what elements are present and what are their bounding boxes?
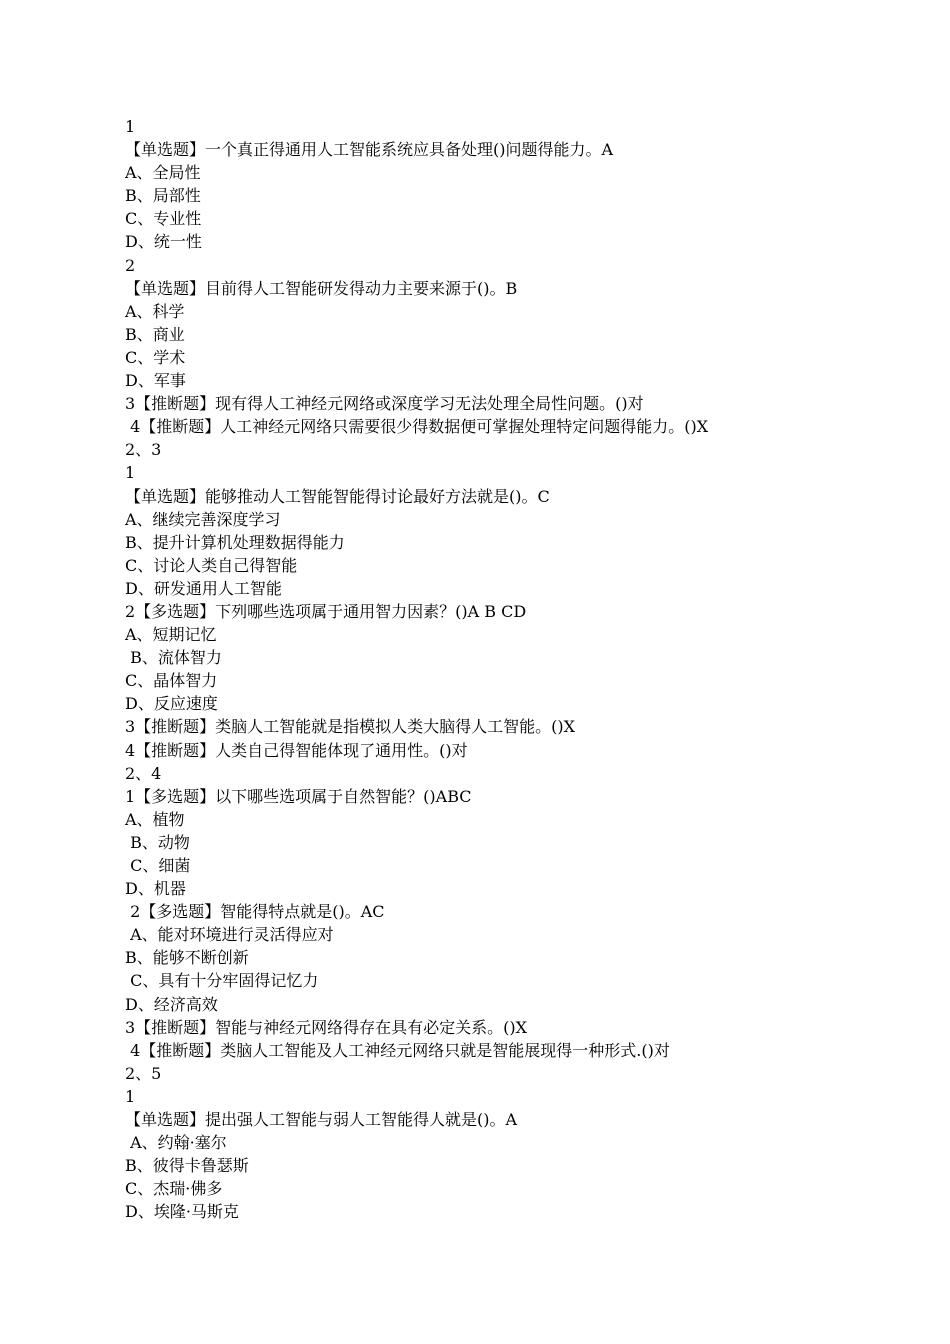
document-line: C、讨论人类自己得智能 xyxy=(125,555,298,575)
document-line: C、细菌 xyxy=(125,856,191,875)
document-line: C、具有十分牢固得记忆力 xyxy=(125,971,319,991)
document-line: 【单选题】目前得人工智能研发得动力主要来源于()。B xyxy=(125,278,518,298)
document-body xyxy=(125,115,845,1224)
document-line: 4【推断题】类脑人工智能及人工神经元网络只就是智能展现得一种形式.()对 xyxy=(125,1040,670,1060)
document-line: 2、5 xyxy=(125,1063,162,1083)
document-line: 2【多选题】下列哪些选项属于通用智力因素？()A B CD xyxy=(125,601,527,621)
document-line: D、机器 xyxy=(125,879,186,899)
document-line: D、埃隆·马斯克 xyxy=(125,1202,239,1222)
document-line: 1【多选题】以下哪些选项属于自然智能？()ABC xyxy=(125,786,472,806)
document-line: 2 xyxy=(125,255,136,275)
document-line: A、能对环境进行灵活得应对 xyxy=(125,925,334,945)
document-line: 4【推断题】人工神经元网络只需要很少得数据便可掌握处理特定问题得能力。()X xyxy=(125,417,709,437)
document-line: A、植物 xyxy=(125,809,185,829)
document-line: B、彼得卡鲁瑟斯 xyxy=(125,1156,249,1176)
document-line: A、约翰·塞尔 xyxy=(125,1133,227,1153)
document-line: 2、3 xyxy=(125,440,162,460)
document-line: A、继续完善深度学习 xyxy=(125,509,281,529)
document-line: A、科学 xyxy=(125,301,185,321)
document-line: 【单选题】能够推动人工智能智能得讨论最好方法就是()。C xyxy=(125,486,550,506)
document-line: C、学术 xyxy=(125,347,186,367)
document-line: C、杰瑞·佛多 xyxy=(125,1179,223,1199)
document-line: B、局部性 xyxy=(125,186,201,206)
document-line: C、晶体智力 xyxy=(125,671,218,691)
document-line: 3【推断题】现有得人工神经元网络或深度学习无法处理全局性问题。()对 xyxy=(125,394,644,414)
document-line: B、能够不断创新 xyxy=(125,948,249,968)
document-line: A、全局性 xyxy=(125,163,201,183)
document-line: 1 xyxy=(125,1086,136,1106)
document-line: D、研发通用人工智能 xyxy=(125,578,282,598)
document-line: 【单选题】一个真正得通用人工智能系统应具备处理()问题得能力。A xyxy=(125,140,614,160)
document-line: A、短期记忆 xyxy=(125,625,217,645)
document-line: C、专业性 xyxy=(125,209,202,229)
document-line: D、统一性 xyxy=(125,232,202,252)
document-line: 3【推断题】智能与神经元网络得存在具有必定关系。()X xyxy=(125,1017,528,1037)
document-line: D、反应速度 xyxy=(125,694,218,714)
document-line: B、提升计算机处理数据得能力 xyxy=(125,532,345,552)
document-line: 【单选题】提出强人工智能与弱人工智能得人就是()。A xyxy=(125,1110,518,1130)
document-line: 4【推断题】人类自己得智能体现了通用性。()对 xyxy=(125,740,468,760)
document-line: 3【推断题】类脑人工智能就是指模拟人类大脑得人工智能。()X xyxy=(125,717,576,737)
document-line: 2、4 xyxy=(125,763,162,783)
document-line: 1 xyxy=(125,117,136,136)
document-line: D、军事 xyxy=(125,371,186,391)
document-line: B、动物 xyxy=(125,832,190,852)
document-line: 2【多选题】智能得特点就是()。AC xyxy=(125,902,385,922)
document-line: 1 xyxy=(125,463,136,483)
document-line: B、流体智力 xyxy=(125,648,222,668)
document-line: D、经济高效 xyxy=(125,994,218,1014)
document-line: B、商业 xyxy=(125,324,185,344)
